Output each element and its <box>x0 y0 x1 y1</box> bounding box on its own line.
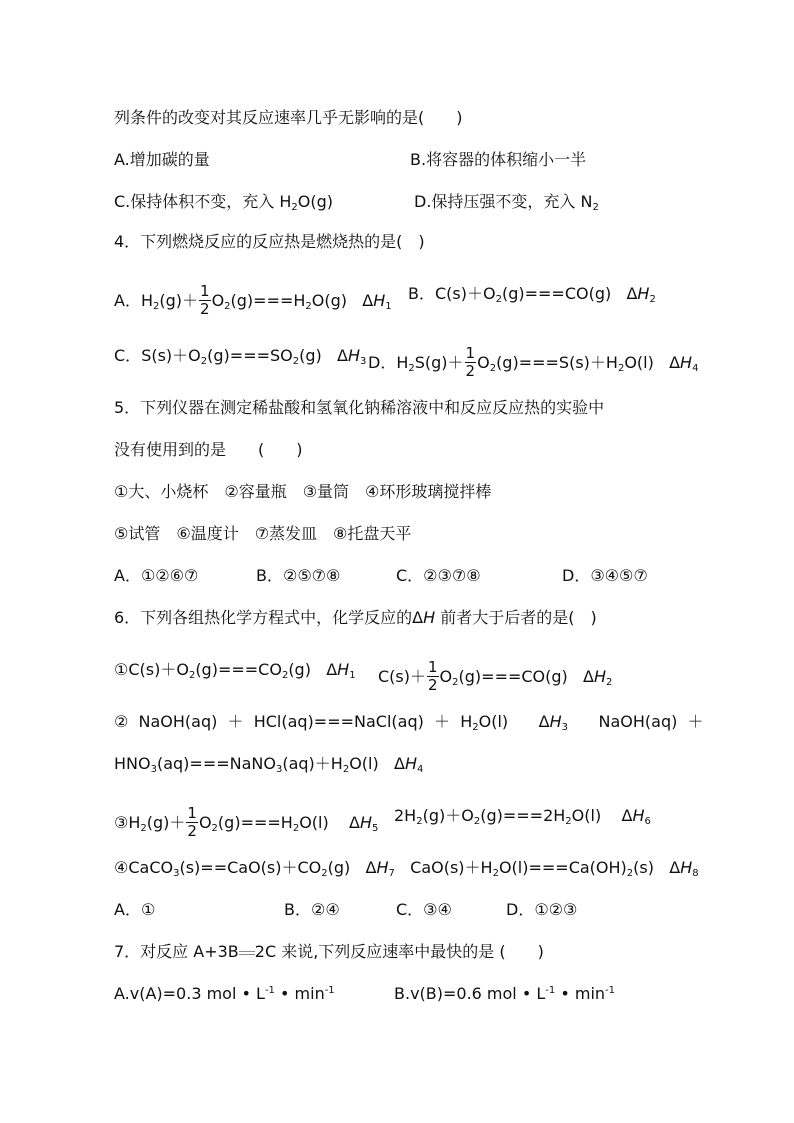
q7-stem: 7．对反应 A+3B 2C 来说,下列反应速率中最快的是 ( ) <box>114 942 544 961</box>
q6-item-2b: $HNO_3(aq)===NaNO_3(aq)+H_2O(l)$ $\Delta H_4$ <box>114 754 424 775</box>
q4-option-b: B．$C(s)+O_2(g)===CO(g)$ $\Delta H_2$ <box>408 284 656 305</box>
q5-stem-line2: 没有使用到的是 ( ) <box>114 440 303 459</box>
q6-option-b: B．②④ <box>284 900 340 919</box>
q3-option-d: D.保持压强不变，充入 $N_2$ <box>414 192 599 213</box>
q5-option-b: B．②⑤⑦⑧ <box>256 566 341 585</box>
q4-option-a: A．$H_2(g)+$ $\frac{1}{2}$ $O_2(g)===H_2O(g)$ $\Delta H_1$ <box>114 282 392 318</box>
q5-option-d: D．③④⑤⑦ <box>562 566 648 585</box>
reversible-arrow-icon <box>239 949 255 957</box>
fraction-half: $\frac{1}{2}$ <box>465 344 476 380</box>
q5-option-a: A．①②⑥⑦ <box>114 566 199 585</box>
q7-option-a: A.v(A)=0.3 mol • $L^{-1}$ • $\min^{-1}$ <box>114 984 335 1003</box>
q6-item-1: $①C(s)+O_2(g)===CO_2(g)$ $\Delta H_1$ <box>114 660 356 681</box>
q6-item-2: ② NaOH(aq) ＋ HCl(aq)===NaCl(aq) ＋ $H_2O(l)$ $\Delta H_3$ NaOH(aq) ＋ <box>114 712 704 733</box>
q4-option-d: D．$H_2S(g)+$ $\frac{1}{2}$ $O_2(g)===S(s)+H_2O(l)$ $\Delta H_4$ <box>368 344 699 380</box>
fraction-half: $\frac{1}{2}$ <box>187 804 197 840</box>
fraction-half: $\frac{1}{2}$ <box>200 282 210 318</box>
q3-option-a: A.增加碳的量 <box>114 150 210 169</box>
q3-option-b: B.将容器的体积缩小一半 <box>410 150 587 169</box>
q4-option-c: C．$S(s)+O_2(g)===SO_2(g)$ $\Delta H_3$ <box>114 346 367 367</box>
fraction-half: $\frac{1}{2}$ <box>428 658 438 694</box>
q6-option-c: C．③④ <box>396 900 452 919</box>
q5-items-line2: ⑤试管 ⑥温度计 ⑦蒸发皿 ⑧托盘天平 <box>114 524 412 543</box>
q6-option-d: D．①②③ <box>506 900 578 919</box>
q3-stem: 列条件的改变对其反应速率几乎无影响的是( ) <box>114 108 463 127</box>
q7-option-b: B.v(B)=0.6 mol • $L^{-1}$ • $\min^{-1}$ <box>394 984 616 1003</box>
q6-item-3b: $2H_2(g)+O_2(g)===2H_2O(l)$ $\Delta H_6$ <box>394 806 651 827</box>
q6-item-4: $④CaCO_3(s)==CaO(s)+CO_2(g)$ $\Delta H_7$ $CaO(s)+H_2O(l)===Ca(OH)_2(s)$ $\Delta H_8$ <box>114 858 699 879</box>
q5-stem-line1: 5．下列仪器在测定稀盐酸和氢氧化钠稀溶液中和反应反应热的实验中 <box>114 398 605 417</box>
q6-option-a: A．① <box>114 900 156 919</box>
q6-item-3: $③H_2(g)+$ $\frac{1}{2}$ $O_2(g)===H_2O(l)$ $\Delta H_5$ <box>114 804 379 840</box>
q6-item-1b: C(s)＋ $\frac{1}{2}$ $O_2(g)===CO(g)$ $\Delta H_2$ <box>378 658 613 694</box>
q3-option-c: C.保持体积不变，充入 $H_2O(g)$ <box>114 192 333 213</box>
q4-stem: 4．下列燃烧反应的反应热是燃烧热的是( ) <box>114 232 425 251</box>
q6-stem: 6．下列各组热化学方程式中，化学反应的ΔH 前者大于后者的是( ) <box>114 608 597 627</box>
q5-option-c: C．②③⑦⑧ <box>396 566 481 585</box>
q5-items-line1: ①大、小烧杯 ②容量瓶 ③量筒 ④环形玻璃搅拌棒 <box>114 482 492 501</box>
